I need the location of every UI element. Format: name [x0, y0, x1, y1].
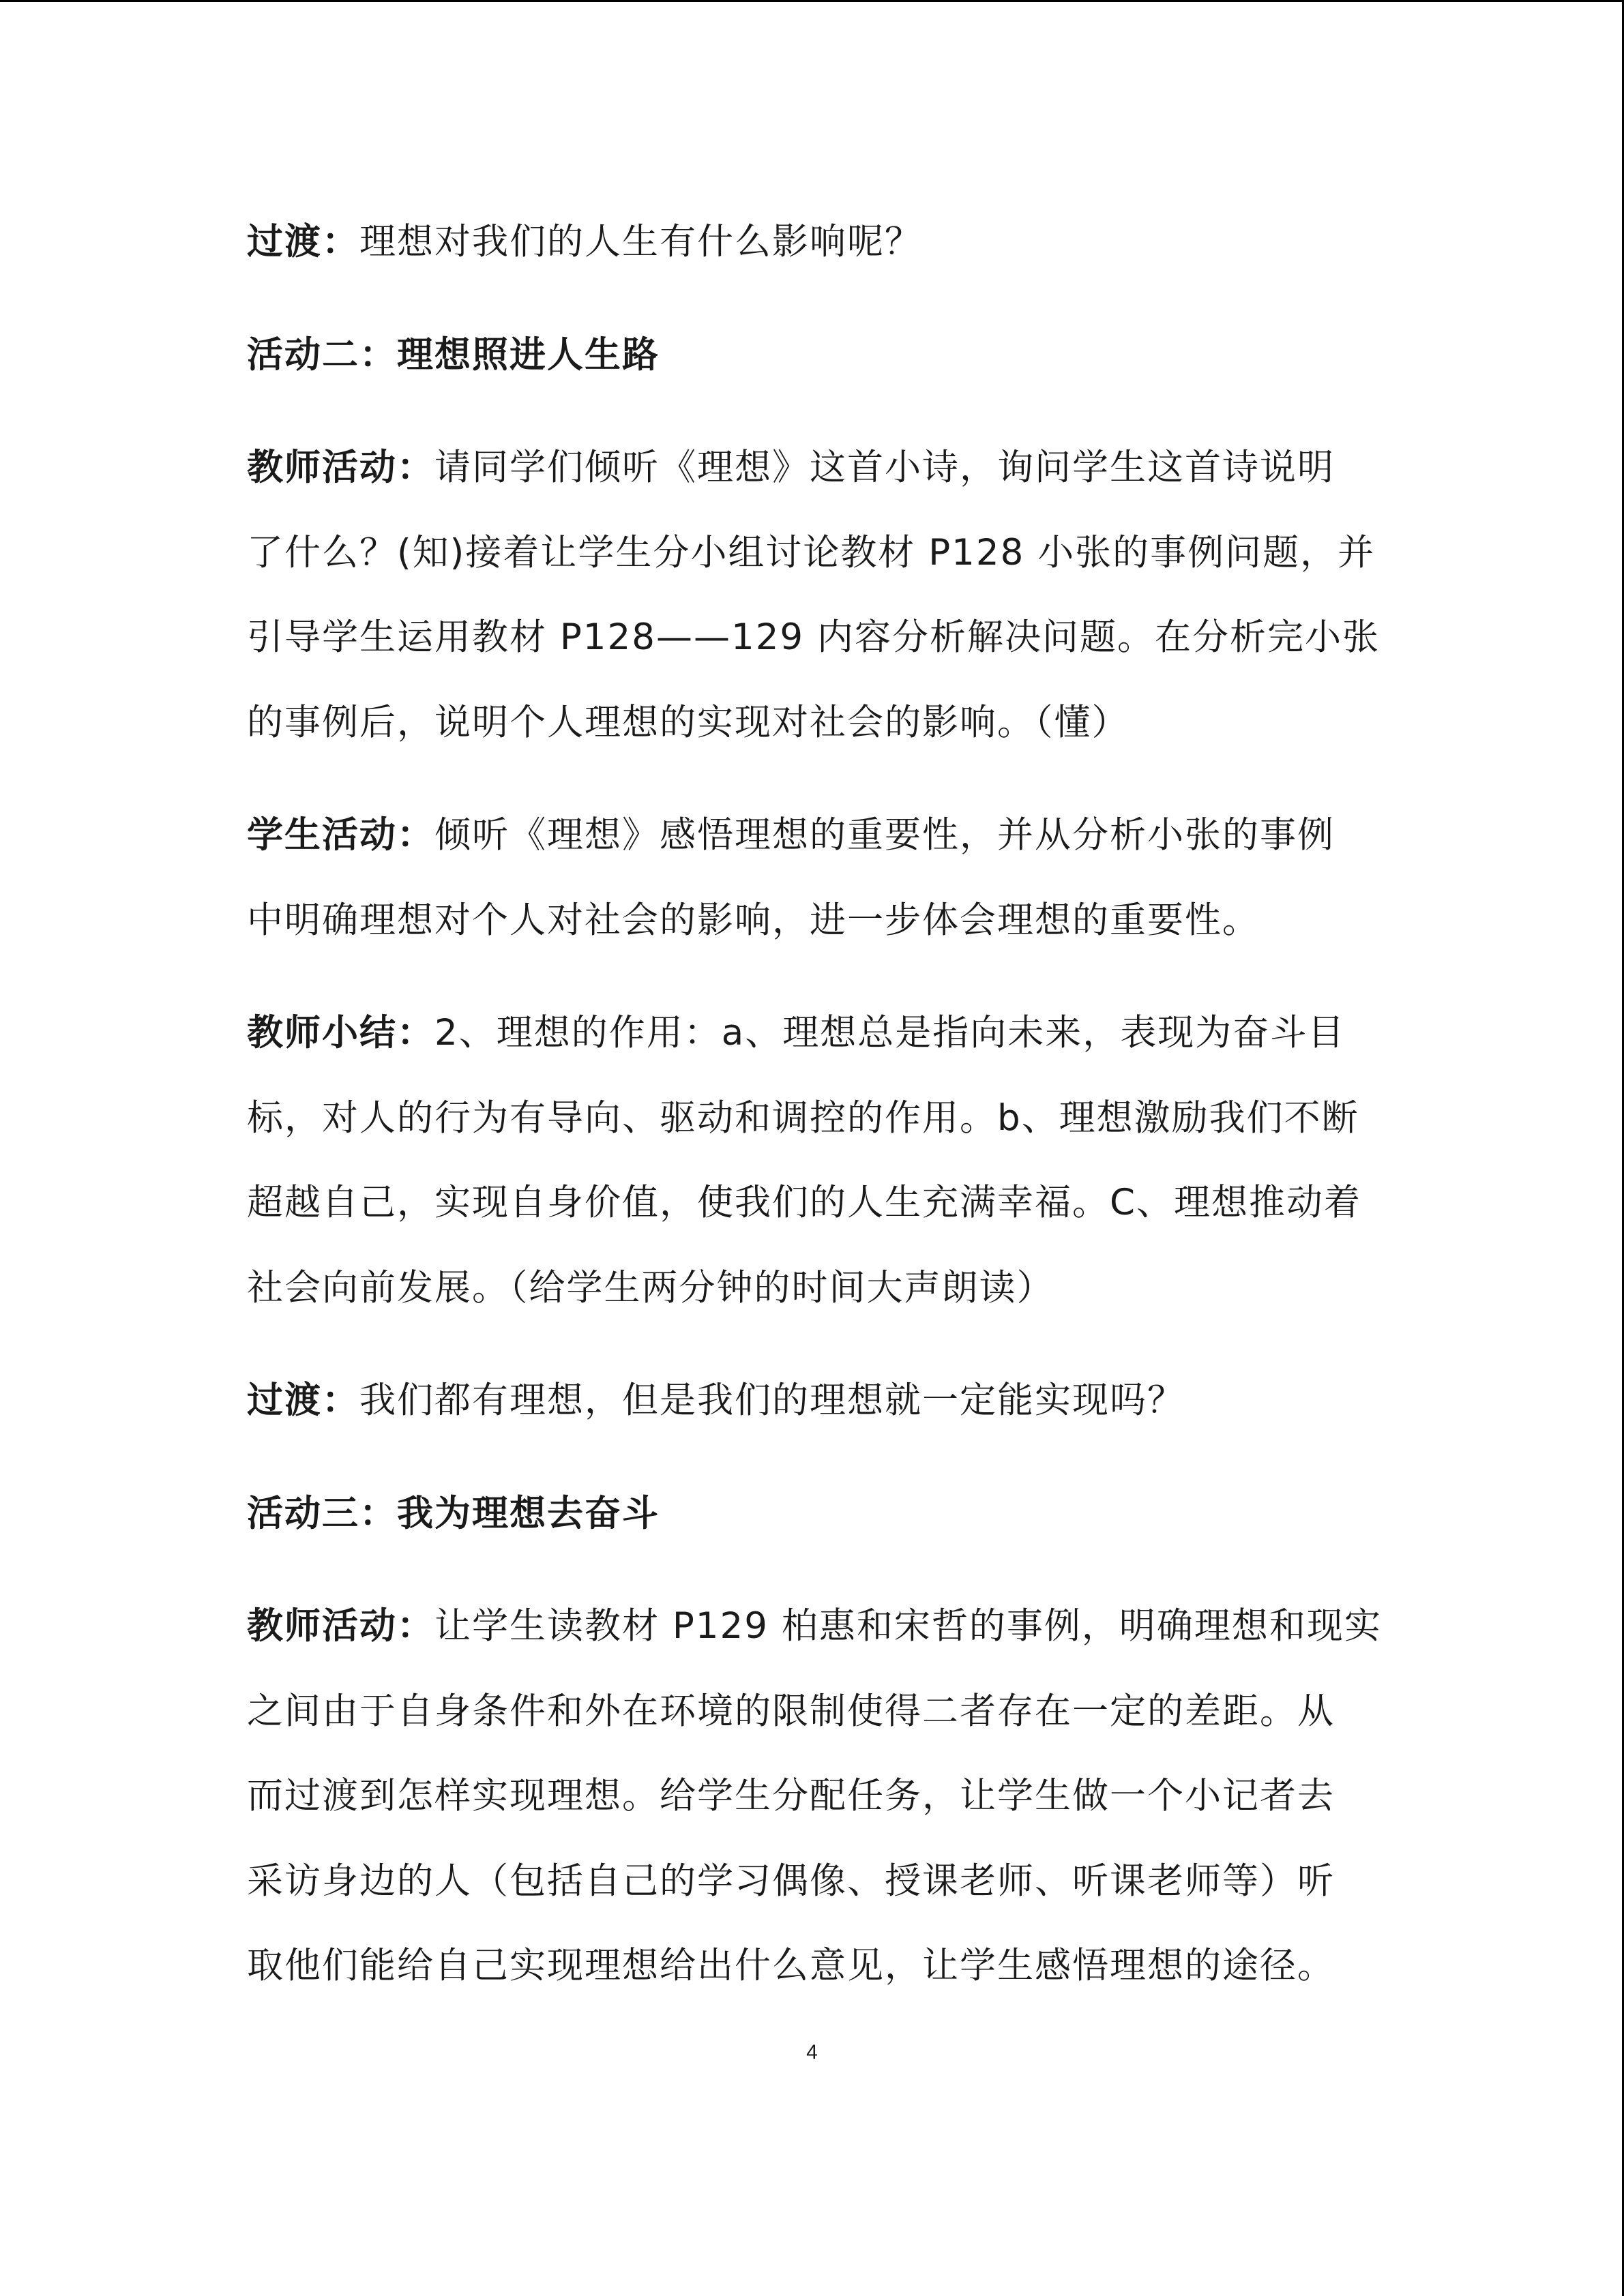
paragraph-text: 我们都有理想，但是我们的理想就一定能实现吗？	[359, 1380, 1185, 1421]
paragraph-teacher-activity-1	[247, 426, 1379, 765]
paragraph-lead: 教师活动：	[247, 447, 434, 488]
paragraph-lead: 教师小结：	[247, 1012, 434, 1054]
paragraph-line: 之间由于自身条件和外在环境的限制使得二者存在一定的差距。从	[247, 1690, 1335, 1732]
paragraph-line	[247, 793, 1379, 878]
paragraph-line: 了什么？(知)接着让学生分小组讨论教材 P128 小张的事例问题，并	[247, 531, 1376, 573]
paragraph-text: 理想对我们的人生有什么影响呢？	[359, 221, 922, 263]
paragraph-line: 取他们能给自己实现理想给出什么意见，让学生感悟理想的途径。	[247, 1945, 1335, 1986]
paragraph-text: 2、理想的作用：a、理想总是指向未来，表现为奋斗目	[434, 1012, 1346, 1054]
paragraph-line	[247, 1358, 1379, 1444]
paragraph-line	[247, 1584, 1382, 1669]
paragraph-transition-1	[247, 200, 1379, 285]
section-heading: 活动二：理想照进人生路	[247, 333, 660, 376]
paragraph-lead: 教师活动：	[247, 1605, 434, 1647]
paragraph-line: 采访身边的人（包括自己的学习偶像、授课老师、听课老师等）听	[247, 1860, 1335, 1902]
paragraph-line: 社会向前发展。（给学生两分钟的时间大声朗读）	[247, 1266, 1054, 1309]
heading-activity-3	[247, 1472, 1379, 1557]
paragraph-line: 的事例后，说明个人理想的实现对社会的影响。（懂）	[247, 701, 1130, 743]
paragraph-text: 让学生读教材 P129 柏惠和宋哲的事例，明确理想和现实	[434, 1605, 1382, 1647]
paragraph-line: 超越自己，实现自身价值，使我们的人生充满幸福。C、理想推动着	[247, 1182, 1362, 1223]
paragraph-student-activity	[247, 793, 1379, 963]
paragraph-lead: 学生活动：	[247, 814, 434, 856]
paragraph-line: 中明确理想对个人对社会的影响，进一步体会理想的重要性。	[247, 899, 1260, 941]
section-heading: 活动三：我为理想去奋斗	[247, 1492, 660, 1534]
page-number: 4	[806, 2041, 818, 2063]
document-body	[247, 200, 1382, 2009]
paragraph-line	[247, 991, 1379, 1076]
paragraph-lead: 过渡：	[247, 1380, 359, 1421]
paragraph-text: 倾听《理想》感悟理想的重要性，并从分析小张的事例	[434, 814, 1335, 856]
paragraph-line	[247, 426, 1379, 511]
paragraph-line: 引导学生运用教材 P128——129 内容分析解决问题。在分析完小张	[247, 616, 1380, 658]
paragraph-line: 而过渡到怎样实现理想。给学生分配任务，让学生做一个小记者去	[247, 1775, 1335, 1817]
paragraph-line	[247, 200, 1379, 285]
paragraph-transition-2	[247, 1358, 1379, 1444]
paragraph-teacher-summary	[247, 991, 1379, 1330]
paragraph-line: 标，对人的行为有导向、驱动和调控的作用。b、理想激励我们不断	[247, 1097, 1359, 1139]
heading-activity-2	[247, 313, 1379, 398]
paragraph-lead: 过渡：	[247, 221, 359, 263]
paragraph-text: 请同学们倾听《理想》这首小诗，询问学生这首诗说明	[434, 447, 1335, 488]
paragraph-teacher-activity-2	[247, 1584, 1382, 2009]
